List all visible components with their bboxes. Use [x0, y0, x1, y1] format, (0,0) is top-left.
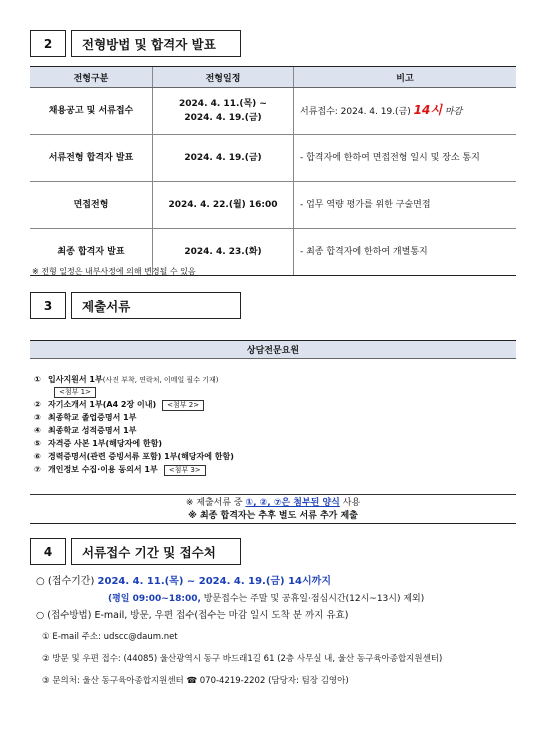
col-header: 비고 — [294, 67, 517, 88]
schedule-table — [30, 66, 516, 276]
note: 서류접수: 2024. 4. 19.(금) 14시 마감 — [294, 88, 517, 135]
email-line: ① E-mail 주소: udscc@daum.net — [42, 632, 178, 642]
date: 2024. 4. 19.(금) — [153, 135, 294, 182]
list-item: ⑥ 경력증명서(관련 증빙서류 포함) 1부(해당자에 한함) — [34, 452, 234, 461]
address-line: ② 방문 및 우편 접수: (44085) 울산광역시 동구 바드래1길 61 (2층 사무실 내, 울산 동구육아종합지원센터) — [42, 654, 443, 664]
table-row — [30, 135, 516, 182]
list-item: ⑤ 자격증 사본 1부(해당자에 한함) — [34, 439, 162, 448]
document-list — [34, 374, 234, 477]
section4-header — [30, 538, 241, 565]
submission-info: ○ (접수기간) 2024. 4. 11.(목) ~ 2024. 4. 19.(금) 14시까지 (평일 09:00~18:00, 방문접수는 주말 및 공휴일·점심시간(12시~13시) 제외) ○ (접수방법) E-mail, 방문, 우편 접수(접수는 마감 일시 도착 분 까지 유효) — [36, 576, 425, 621]
date: 2024. 4. 22.(월) 16:00 — [153, 182, 294, 229]
section3-header — [30, 292, 241, 319]
position-bar: 상담전문요원 — [30, 340, 516, 359]
list-item: ② 자기소개서 1부(A4 2장 이내) <첨부 2> — [34, 399, 234, 411]
section-number: 4 — [30, 538, 66, 565]
contact-line: ③ 문의처: 울산 동구육아종합지원센터 ☎ 070-4219-2202 (담당자: 팀장 김영아) — [42, 676, 349, 686]
col-header: 전형구분 — [30, 67, 153, 88]
contact-list — [42, 626, 442, 692]
list-item: ⑦ 개인정보 수집·이용 동의서 1부 <첨부 3> — [34, 464, 234, 476]
attachment-tag: <첨부 1> — [54, 387, 96, 398]
section-number: 3 — [30, 292, 66, 319]
stage: 채용공고 및 서류접수 — [30, 88, 153, 135]
stage: 면접전형 — [30, 182, 153, 229]
list-item: ④ 최종학교 성적증명서 1부 — [34, 426, 137, 435]
stage: 서류전형 합격자 발표 — [30, 135, 153, 182]
date: 2024. 4. 23.(화) — [153, 229, 294, 276]
section-title: 서류접수 기간 및 접수처 — [71, 538, 241, 565]
list-item — [34, 387, 234, 398]
section-number: 2 — [30, 30, 66, 57]
table-row — [30, 182, 516, 229]
note: - 합격자에 한하여 면접전형 일시 및 장소 통지 — [294, 135, 517, 182]
note: - 업무 역량 평가를 위한 구술면접 — [294, 182, 517, 229]
list-item: ③ 최종학교 졸업증명서 1부 — [34, 413, 137, 422]
list-item: ① 입사지원서 1부 (사진 부착, 연락처, 이메일 필수 기재) — [34, 375, 219, 384]
section2-header — [30, 30, 241, 57]
stage: 최종 합격자 발표 — [30, 229, 153, 276]
attachment-tag: <첨부 2> — [162, 400, 204, 411]
notice-box: ※ 제출서류 중 ①, ②, ⑦은 첨부된 양식 사용 ※ 최종 합격자는 추후 별도 서류 추가 제출 — [30, 494, 516, 524]
schedule-footnote: ※ 전형 일정은 내부사정에 의해 변경될 수 있음 — [32, 267, 196, 276]
note: - 최종 합격자에 한하여 개별통지 — [294, 229, 517, 276]
attachment-tag: <첨부 3> — [164, 465, 206, 476]
section-title: 전형방법 및 합격자 발표 — [71, 30, 241, 57]
date: 2024. 4. 11.(목) ~ 2024. 4. 19.(금) — [153, 88, 294, 135]
col-header: 전형일정 — [153, 67, 294, 88]
table-row — [30, 88, 516, 135]
section-title: 제출서류 — [71, 292, 241, 319]
